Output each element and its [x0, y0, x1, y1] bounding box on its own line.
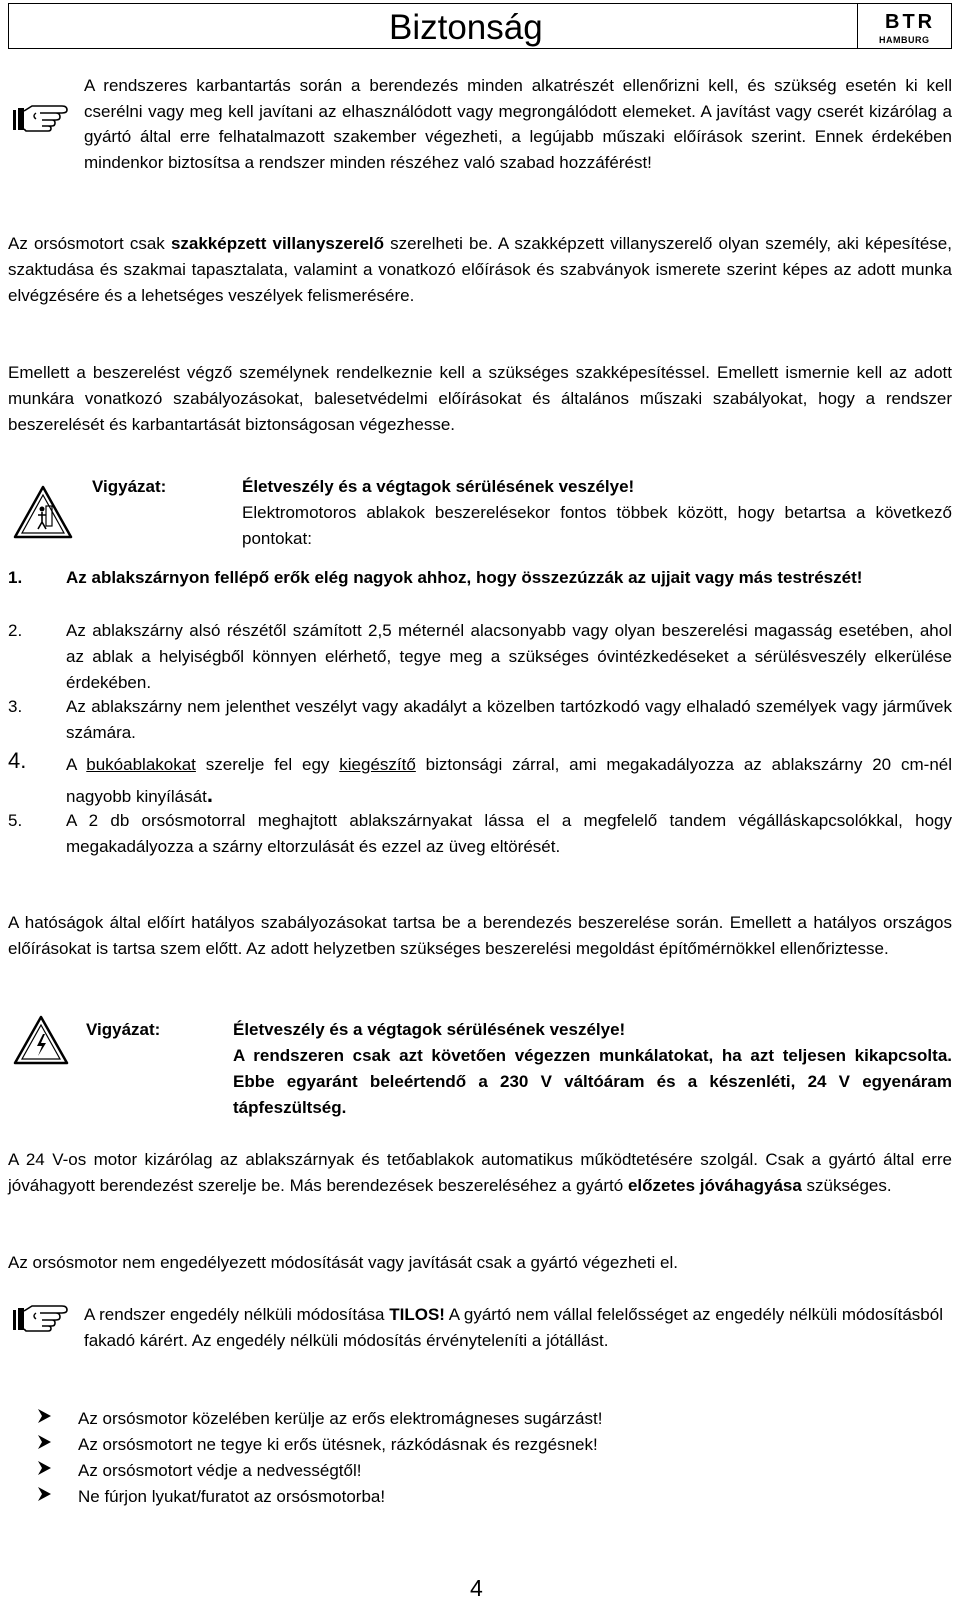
arrowhead-bullet-icon [36, 1408, 52, 1424]
pointing-hand-icon [12, 102, 68, 132]
brand-logo: BTR [885, 11, 936, 33]
precautions-list [8, 1406, 602, 1510]
page-header [8, 3, 952, 49]
warning-bold-text: A rendszeren csak azt követően végezzen munkálatokat, ha azt teljesen kikapcsolta. Ebbe egyaránt beleértendő a 230 V váltóáram és a készenléti, 24 V egyenáram tápfeszültség. [233, 1046, 952, 1117]
list-item-number: 5. [8, 811, 23, 830]
list-item-number: 2. [8, 621, 23, 640]
intro-paragraph: A rendszeres karbantartás során a berendezés minden alkatrészét ellenőrizni kell, és szükség esetén ki kell cserélni vagy meg kell javítani az elhasználódott vagy megrongálódott elemeket. A javítást vagy cserét kizárólag a gyártó által erre felhatalmazott szakember végezheti, a legújabb műszaki előírások szerint. Ennek érdekében mindenkor biztosítsa a rendszer minden részéhez való szabad hozzáférést! [84, 76, 952, 172]
page-number: 4 [470, 1575, 483, 1601]
prior-approval-term: előzetes jóváhagyása [627, 1176, 802, 1195]
tilt-windows-term: bukóablakokat [86, 755, 196, 774]
installer-paragraph: Emellett a beszerelést végző személynek rendelkeznie kell a szükséges szakképesítéssel. Emellett ismernie kell az adott munkára vonatkozó szabályozásokat, balesetvédelmi előírásokat és általános műszaki szabályokat, hogy a rendszer beszerelését és karbantartását biztonságosan végezhesse. [8, 363, 952, 434]
modification-paragraph: Az orsósmotor nem engedélyezett módosítását vagy javítását csak a gyártó végezheti el. [8, 1253, 678, 1272]
list-item: A 2 db orsósmotorral meghajtott ablakszárnyakat lássa el a megfelelő tandem végálláskapcsolókkal, hogy megakadályozza a szárny eltorzulását és ezzel az üveg eltörését. [66, 811, 952, 856]
list-item: Ne fúrjon lyukat/furatot az orsósmotorba! [8, 1484, 602, 1510]
arrowhead-bullet-icon [36, 1460, 52, 1476]
list-item-number: 1. [8, 568, 23, 587]
crush-hazard-warning-icon [12, 484, 74, 540]
authority-paragraph: A hatóságok által előírt hatályos szabályozásokat tartsa be a berendezés beszerelése során. Emellett a hatályos országos előírásokat is tartsa szem előtt. Az adott helyzetben szükséges beszerelési megoldást építőmérnökkel ellenőriztesse. [8, 913, 952, 958]
list-item-number: 4. [8, 748, 27, 773]
page-title: Biztonság [389, 8, 543, 47]
arrowhead-bullet-icon [36, 1434, 52, 1450]
warning-text: Elektromotoros ablakok beszerelésekor fontos többek között, hogy betartsa a következő pontokat: [242, 503, 952, 548]
list-item: Az ablakszárny alsó részétől számított 2,5 méternél alacsonyabb vagy olyan beszerelési magasság esetében, ahol az ablak a helyiségből könnyen elérhető, tegye meg a szükséges óvintézkedéseket a sérülésveszély elkerülése érdekében. [66, 621, 952, 692]
pointing-hand-icon [12, 1302, 68, 1332]
supplementary-term: kiegészítő [339, 755, 416, 774]
list-item-number: 3. [8, 697, 23, 716]
warning-label: Vigyázat: [86, 1020, 161, 1039]
list-item: Az orsósmotort védje a nedvességtől! [8, 1458, 602, 1484]
list-item: Az orsósmotort ne tegye ki erős ütésnek, rázkódásnak és rezgésnek! [8, 1432, 602, 1458]
qualified-electrician-term: szakképzett villanyszerelő [170, 234, 385, 253]
electrical-hazard-warning-icon [12, 1014, 70, 1066]
warning-title: Életveszély és a végtagok sérülésének veszélye! [233, 1020, 626, 1039]
electrician-paragraph: Az orsósmotort csak szakképzett villanyszerelő szerelheti be. A szakképzett villanyszerelő olyan személy, aki képesítése, szaktudása és szakmai tapasztalata, valamint a vonatkozó előírások és szabványok ismerete szerint képes az adott munka elvégzésére és a lehetséges veszélyek felismerésére. [8, 234, 952, 305]
notice-paragraph: A rendszer engedély nélküli módosítása TILOS! A gyártó nem vállal felelősséget az engedély nélküli módosításból fakadó kárért. Az engedély nélküli módosítás érvényteleníti a jótállást. [84, 1305, 943, 1350]
list-item: Az ablakszárny nem jelenthet veszélyt vagy akadályt a közelben tartózkodó vagy elhaladó személyek vagy járművek számára. [66, 697, 952, 742]
warning-title: Életveszély és a végtagok sérülésének veszélye! [242, 477, 635, 496]
list-item: Az orsósmotor közelében kerülje az erős elektromágneses sugárzást! [8, 1406, 602, 1432]
list-item: Az ablakszárnyon fellépő erők elég nagyok ahhoz, hogy összezúzzák az ujjait vagy más testrészét! [66, 568, 863, 587]
motor-paragraph: A 24 V-os motor kizárólag az ablakszárnyak és tetőablakok automatikus működtetésére szolgál. Csak a gyártó által erre jóváhagyott berendezést szerelje be. Más berendezések beszereléséhez a gyártó előzetes jóváhagyása szükséges. [8, 1150, 952, 1195]
brand-logo-subtitle: HAMBURG [879, 35, 930, 45]
arrowhead-bullet-icon [36, 1486, 52, 1502]
header-divider [857, 4, 858, 48]
forbidden-term: TILOS! [389, 1305, 445, 1324]
list-item: A bukóablakokat szerelje fel egy kiegészítő biztonsági zárral, ami megakadályozza az ablakszárny 20 cm-nél nagyobb kinyílását. [66, 755, 953, 807]
warning-label: Vigyázat: [92, 477, 167, 496]
